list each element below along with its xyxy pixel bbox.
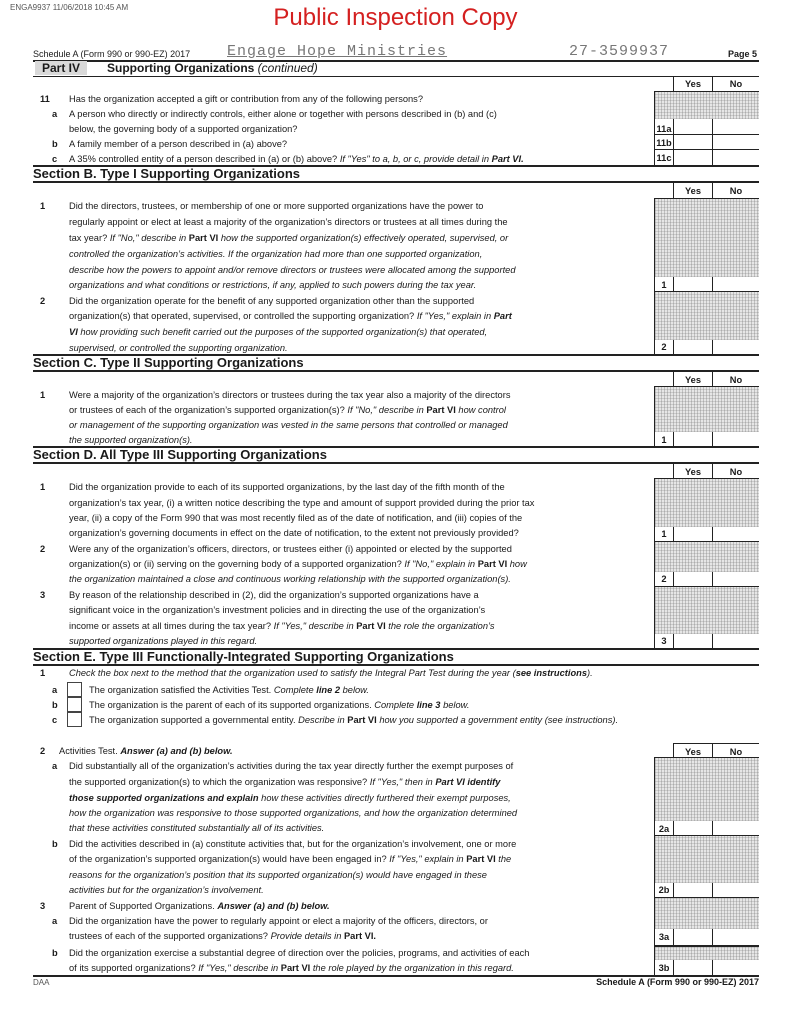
answer-b2-no[interactable]	[713, 340, 759, 354]
answer-2b-no[interactable]	[713, 883, 759, 897]
box-3a-label: 3a	[658, 932, 670, 942]
organization-name: Engage Hope Ministries	[227, 43, 448, 60]
answer-3a-no[interactable]	[713, 930, 759, 944]
section-e-q2-title: Activities Test. Answer (a) and (b) below.	[59, 746, 233, 756]
box-11c-label: 11c	[656, 153, 672, 163]
answer-c1-yes[interactable]	[674, 432, 712, 446]
box-d1-label: 1	[661, 529, 667, 539]
q11c-letter: c	[52, 154, 58, 164]
q2a-line: Did substantially all of the organization’s activities during the tax year directly further the exempt purposes of	[69, 761, 514, 771]
answer-b2-yes[interactable]	[674, 340, 712, 354]
footer-daa: DAA	[33, 978, 50, 987]
section-b-q2-line: supervised, or controlled the supporting organization.	[69, 343, 288, 353]
answer-d2-yes[interactable]	[674, 572, 712, 586]
section-d-q3-line: By reason of the relationship described in (2), did the organization’s supported organizations have a	[69, 590, 479, 600]
answer-11c-yes[interactable]	[674, 150, 712, 164]
box-11a-label: 11a	[656, 124, 672, 134]
section-d-q1-line: organization’s tax year, (i) a written notice describing the type and amount of support provided during the prior tax	[69, 498, 535, 508]
q2a-letter: a	[52, 761, 58, 771]
option-a-checkbox[interactable]	[67, 682, 82, 697]
q3b-letter: b	[52, 948, 58, 958]
answer-d3-no[interactable]	[713, 634, 759, 648]
no-column-header: No	[729, 375, 743, 385]
section-e-heading: Section E. Type III Functionally-Integrated Supporting Organizations	[33, 650, 759, 666]
section-d-q2-line: organization(s) or (ii) serving on the governing body of a supported organization? If "No," explain in Part VI how	[69, 559, 527, 569]
section-c-q1-line: the supported organization(s).	[69, 435, 193, 445]
footer-schedule: Schedule A (Form 990 or 990-EZ) 2017	[596, 977, 759, 987]
box-d3-label: 3	[661, 636, 667, 646]
box-d2-label: 2	[661, 574, 667, 584]
q3a-letter: a	[52, 916, 58, 926]
option-c-checkbox[interactable]	[67, 712, 82, 727]
no-column-header: No	[729, 747, 743, 757]
ein: 27-3599937	[569, 43, 670, 60]
section-b-q2-line: Did the organization operate for the benefit of any supported organization other than the supported	[69, 296, 475, 306]
section-c-q1-number: 1	[40, 390, 46, 400]
section-e-q3-title: Parent of Supported Organizations. Answer (a) and (b) below.	[69, 901, 330, 911]
q11b-text: A family member of a person described in (a) above?	[69, 139, 288, 149]
section-b-q2-line: organization(s) that operated, supervised, or controlled the supporting organization? If "Yes," explain in Part	[69, 311, 512, 321]
section-b-q1-line: Did the directors, trustees, or membership of one or more supported organizations have the power to	[69, 201, 484, 211]
section-b-q1-line: describe how the powers to appoint and/or remove directors or trustees were allocated among the supported	[69, 265, 516, 275]
yes-column-header: Yes	[684, 747, 702, 757]
q2b-line: reasons for the organization’s position that its supported organization(s) would have engaged in these	[69, 870, 487, 880]
answer-b1-yes[interactable]	[674, 277, 712, 291]
public-inspection-watermark: Public Inspection Copy	[273, 4, 518, 31]
option-c-letter: c	[52, 715, 58, 725]
section-d-q1-number: 1	[40, 482, 46, 492]
yes-column-header: Yes	[684, 467, 702, 477]
q2a-line: that these activities constituted substantially all of its activities.	[69, 823, 325, 833]
section-e-q1-number: 1	[40, 668, 46, 678]
section-d-q3-line: income or assets at all times during the tax year? If "Yes," describe in Part VI the role the organization’s	[69, 621, 495, 631]
section-d-q1-line: organization’s governing documents in effect on the date of notification, to the extent not previously provided?	[69, 528, 519, 538]
q2b-letter: b	[52, 839, 58, 849]
part-heading	[33, 61, 759, 77]
q11b-letter: b	[52, 139, 58, 149]
q11a-text-line1: A person who directly or indirectly controls, either alone or together with persons described in (b) and (c)	[69, 109, 497, 119]
q2a-line: those supported organizations and explain how these activities directly furthered their exempt purposes,	[69, 793, 511, 803]
section-d-q1-line: year, (ii) a copy of the Form 990 that was most recently filed as of the date of notification, and (iii) copies of the	[69, 513, 523, 523]
section-c-heading: Section C. Type II Supporting Organizations	[33, 356, 759, 372]
q3a-line: trustees of each of the supported organizations? Provide details in Part VI.	[69, 931, 377, 941]
section-b-q1-line: organizations and what conditions or restrictions, if any, applied to such powers during the tax year.	[69, 280, 477, 290]
answer-d1-yes[interactable]	[674, 527, 712, 541]
box-b1-label: 1	[661, 280, 667, 290]
section-b-q1-line: regularly appoint or elect at least a majority of the organization’s directors or trustees at all times during the	[69, 217, 508, 227]
box-c1-label: 1	[661, 435, 667, 445]
no-column-header: No	[729, 467, 743, 477]
q2b-line: activities but for the organization’s involvement.	[69, 885, 264, 895]
schedule-name: Schedule A (Form 990 or 990-EZ) 2017	[33, 49, 191, 59]
section-d-q2-line: Were any of the organization’s officers, directors, or trustees either (i) appointed or elected by the supported	[69, 544, 512, 554]
yes-column-header: Yes	[684, 79, 702, 89]
section-d-q2-number: 2	[40, 544, 46, 554]
section-e-q3-number: 3	[40, 901, 46, 911]
q2a-line: the supported organization(s) to which the organization was responsive? If "Yes," then in Part VI identify	[69, 777, 501, 787]
box-b2-label: 2	[661, 342, 667, 352]
q3b-line: Did the organization exercise a substantial degree of direction over the policies, programs, and activities of each	[69, 948, 530, 958]
section-d-heading: Section D. All Type III Supporting Organizations	[33, 448, 759, 464]
q2b-line: of the organization’s supported organization(s) would have been engaged in? If "Yes," explain in Part VI the	[69, 854, 512, 864]
yes-column-header: Yes	[684, 186, 702, 196]
q11a-letter: a	[52, 109, 58, 119]
section-d-q3-line: significant voice in the organization’s investment policies and in directing the use of the organization’s	[69, 605, 486, 615]
q11c-text: A 35% controlled entity of a person described in (a) or (b) above? If "Yes" to a, b, or c, provide detail in Part VI.	[69, 154, 524, 164]
answer-11b-no[interactable]	[713, 135, 759, 149]
q11a-text-line2: below, the governing body of a supported organization?	[69, 124, 298, 134]
no-column-header: No	[729, 186, 743, 196]
section-b-heading: Section B. Type I Supporting Organizations	[33, 167, 759, 183]
answer-b1-no[interactable]	[713, 277, 759, 291]
section-b-q2-number: 2	[40, 296, 46, 306]
form-header	[33, 44, 759, 62]
part-label: Part IV	[35, 61, 87, 75]
answer-2a-no[interactable]	[713, 821, 759, 835]
question-11-number: 11	[40, 94, 50, 104]
answer-11a-yes[interactable]	[674, 120, 712, 134]
section-d-q3-number: 3	[40, 590, 46, 600]
answer-3b-no[interactable]	[713, 961, 759, 975]
question-11-text: Has the organization accepted a gift or contribution from any of the following persons?	[69, 94, 424, 104]
section-c-q1-line: or trustees of each of the organization’s supported organization(s)? If "No," describe in Part VI how control	[69, 405, 506, 415]
answer-d1-no[interactable]	[713, 527, 759, 541]
option-b-letter: b	[52, 700, 58, 710]
q2a-line: how the organization was responsive to those supported organizations, and how the organization determined	[69, 808, 518, 818]
no-column-header: No	[729, 79, 743, 89]
answer-3a-yes[interactable]	[674, 930, 712, 944]
section-d-q1-line: Did the organization provide to each of its supported organizations, by the last day of the fifth month of the	[69, 482, 505, 492]
section-c-q1-line: or management of the supporting organization was vested in the same persons that controlled or managed	[69, 420, 508, 430]
q2b-line: Did the activities described in (a) constitute activities that, but for the organization’s involvement, one or more	[69, 839, 517, 849]
option-c-text: The organization supported a governmental entity. Describe in Part VI how you supported a government entity (see instructions).	[89, 715, 619, 725]
section-b-q2-line: VI how providing such benefit carried out the purposes of the supported organization(s) that operated,	[69, 327, 488, 337]
section-e-q1-text: Check the box next to the method that the organization used to satisfy the Integral Part Test during the year (see instructions).	[69, 668, 593, 678]
q3b-line: of its supported organizations? If "Yes," describe in Part VI the role played by the organization in this regard.	[69, 963, 514, 973]
answer-11a-no[interactable]	[713, 120, 759, 134]
option-b-checkbox[interactable]	[67, 697, 82, 712]
section-d-q3-line: supported organizations played in this regard.	[69, 636, 258, 646]
answer-2a-yes[interactable]	[674, 821, 712, 835]
section-b-q1-number: 1	[40, 201, 46, 211]
answer-3b-yes[interactable]	[674, 961, 712, 975]
section-c-q1-line: Were a majority of the organization’s directors or trustees during the tax year also a majority of the directors	[69, 390, 511, 400]
box-3b-label: 3b	[658, 963, 670, 973]
answer-11c-no[interactable]	[713, 150, 759, 164]
option-a-letter: a	[52, 685, 58, 695]
option-b-text: The organization is the parent of each of its supported organizations. Complete line 3 below.	[89, 700, 470, 710]
box-2a-label: 2a	[658, 824, 670, 834]
box-2b-label: 2b	[658, 885, 670, 895]
section-b-q1-line: controlled the organization’s activities. If the organization had more than one supported organization,	[69, 249, 483, 259]
answer-c1-no[interactable]	[713, 432, 759, 446]
part-title: Supporting Organizations (continued)	[107, 61, 318, 75]
print-stamp: ENGA9937 11/06/2018 10:45 AM	[10, 3, 129, 12]
page-number: Page 5	[727, 49, 757, 59]
section-b-q1-line: tax year? If "No," describe in Part VI how the supported organization(s) effectively operated, supervised, or	[69, 233, 509, 243]
answer-11b-yes[interactable]	[674, 135, 712, 149]
section-e-q2-number: 2	[40, 746, 46, 756]
answer-2b-yes[interactable]	[674, 883, 712, 897]
box-11b-label: 11b	[656, 138, 672, 148]
q3a-line: Did the organization have the power to regularly appoint or elect a majority of the officers, directors, or	[69, 916, 488, 926]
answer-d3-yes[interactable]	[674, 634, 712, 648]
section-d-q2-line: the organization maintained a close and continuous working relationship with the supported organization(s).	[69, 574, 511, 584]
yes-column-header: Yes	[684, 375, 702, 385]
option-a-text: The organization satisfied the Activities Test. Complete line 2 below.	[89, 685, 369, 695]
answer-d2-no[interactable]	[713, 572, 759, 586]
